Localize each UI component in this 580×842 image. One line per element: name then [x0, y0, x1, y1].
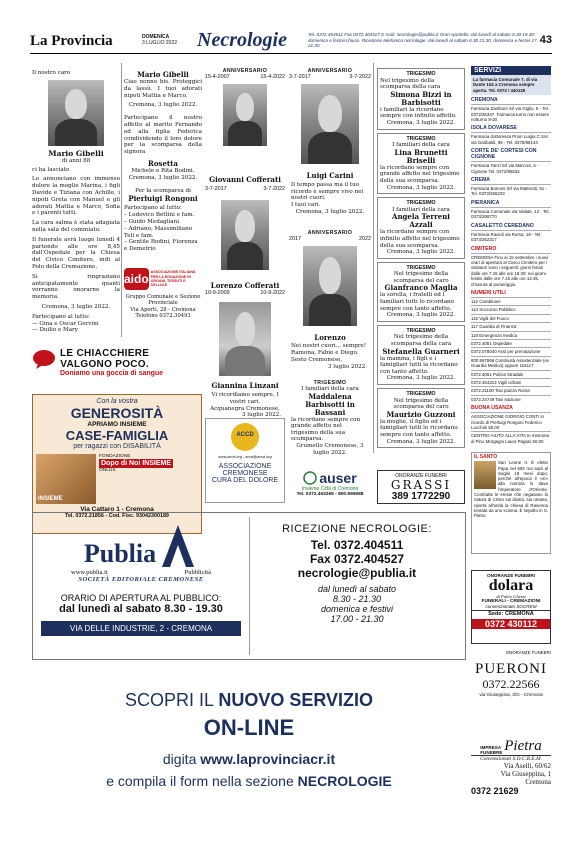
- page-header: [30, 30, 552, 54]
- notice-text: Vi ricordiamo sempre. I vostri cari.: [211, 392, 279, 405]
- useful-number: 112 Carabinieri: [471, 297, 551, 305]
- notice-text: la mamma, i figli e i famigliari tutti la ricordano con tanto affetto.: [380, 355, 458, 375]
- useful-number: 115 Vigili del Fuoco: [471, 314, 551, 322]
- auser-name: auser: [319, 470, 357, 486]
- aido-group: Gruppo Comunale e Sezione Provinciale: [125, 294, 201, 307]
- online-text: digita: [162, 751, 201, 767]
- deceased-name: Luigi Carini: [306, 171, 354, 180]
- useful-number: 113 Soccorso Pubblico: [471, 305, 551, 313]
- ad-text: FUNERALI - CREMAZIONI: [481, 599, 541, 604]
- notice-text: I familiari della cara: [392, 206, 450, 213]
- date-left: 3-7-2017: [205, 186, 227, 192]
- ad-sub: di Fabio Ghezzi: [496, 594, 526, 599]
- accd-name: CREMONESE: [222, 470, 268, 477]
- useful-number: 0372.454314 Vigili Urbani: [471, 378, 551, 386]
- saint-text: San Leone II. È eletto Papa nel 682 ma sarà al Soglio 18 mesi dopo, perché all'epoca il «sì» alla nomina lo dava l'imperatore d'Oriente. Combatte le eresie che negavano la natura di Cristo sia divina, sia umana, riporta all'unità la chiesa di Ravenna tentata da uno scisma. È sepolto in S. Pietro.: [474, 460, 548, 519]
- services-sidebar: [471, 66, 551, 445]
- ad-kicker: ONORANZE FUNEBRI: [487, 573, 535, 578]
- date-left: 10-9-2009: [205, 290, 230, 296]
- useful-number: 0372.24749 Taxi stazione: [471, 395, 551, 403]
- trigesimo-stefanella-guarneri: [377, 325, 465, 385]
- accd-ad: [205, 418, 285, 503]
- date-left: 2017: [289, 236, 301, 242]
- column-rule: [373, 63, 374, 453]
- reception-email: necrologie@publia.it: [297, 566, 417, 580]
- reception-phone: Tel. 0372.404511: [310, 538, 404, 552]
- notice-signature: Acquanegra Cremonese,: [210, 406, 280, 412]
- services-intro: La farmacia Comunale 7, di via Dante 104 a Cremona sempre aperta. Tel. 0372 / 440135: [471, 75, 551, 95]
- trigesimo-simona-bizzi: [377, 68, 465, 130]
- section-title: Necrologie: [197, 29, 287, 51]
- saint-title: IL SANTO: [474, 454, 498, 460]
- notice-date: 3 luglio 2022.: [241, 412, 281, 418]
- notice-heading: TRIGESIMO: [406, 71, 436, 77]
- notice-date: Cremona, 3 luglio 2022.: [128, 102, 198, 109]
- ad-brand: GRASSI: [390, 478, 452, 492]
- notice-text: I familiari della cara: [392, 142, 450, 149]
- useful-number: 800.567866 Continuità Assistenziale (ex Guardia Medica) oppure 116117: [471, 357, 550, 369]
- notice-heading: TRIGESIMO: [313, 380, 347, 386]
- ad-text: APRIAMO INSIEME: [87, 421, 147, 428]
- reception-hours: dal lunedì al sabato: [317, 584, 397, 594]
- accd-name: CURA DEL DOLORE: [211, 477, 279, 484]
- ad-phone: 0372 430112: [472, 619, 550, 629]
- publia-web: www.publia.it: [71, 569, 108, 576]
- ad-text: Convenzionati S.O.C.R.E.M.: [471, 755, 551, 762]
- deceased-name: Giannina Linzani: [211, 381, 279, 390]
- ad-brand: Pietra: [504, 738, 542, 754]
- notice-text: Lo annunciano con immenso dolore la moglie Marina, i figli Davide e Tiziana con Achille, i nipoti Greta con Manuel e gli adorati Mattia e Marco, Sofia e i parenti tutti.: [32, 176, 120, 217]
- notice-name: Pierluigi Rongoni: [128, 194, 198, 204]
- date-right: 10-9-2022: [260, 290, 285, 296]
- issue-day: DOMENICA: [142, 34, 170, 40]
- trigesimo-lina-brunetti: [377, 133, 465, 195]
- notice-giannina-linzani: [205, 300, 285, 416]
- ad-text: Sede: CREMONA: [472, 610, 550, 617]
- header-contacts: Tel. 0372.404511 Fax 0372.404527 E mail: necrologie@publia.it Orari sportello: dal lunedì al sabato 8.30 19.30: domenica e festivi chiuso. Ricezione telefonica necrologie: dal lunedì al sabato 8.30 21.30, domenica e festivi 17 21.30: [308, 32, 537, 49]
- services-entry: Farmacia Bonomi Srl via Matteotti, 51 - Tel. 0373/256233: [471, 184, 551, 198]
- ad-kicker: IMPRESA FUNEBRE: [480, 745, 503, 755]
- blood-donation-ad: [32, 348, 202, 384]
- mourner: — Duilio e Mary: [32, 327, 78, 334]
- ad-text: Con la vostra: [96, 398, 138, 405]
- services-entry: CREMONA Fino al 15 settembre i nuovi orari di apertura al Civico Cimitero per i visitatori sono i seguenti: giorni feriali dalle ore 7.15 alle ore 18.30; nei giorni festivi dalle ore 7.15 alle ore 12.45, chiusura al pomeriggio.: [471, 253, 551, 288]
- deceased-name: Stefanella Guarneri: [382, 346, 460, 356]
- aido-tagline: ASSOCIAZIONE ITALIANA PER LA DONAZIONE DI ORGANI, TESSUTI E CELLULE: [150, 270, 196, 288]
- deceased-name: Lorenzo: [314, 333, 346, 342]
- ad-address: Via Aselli, 60/62: [503, 762, 551, 770]
- anniversary-giovanni-cofferati: [205, 68, 285, 194]
- mourner: – Gentile Bodini, Fiorenza e Demetrio: [124, 239, 198, 253]
- date-right: 3-7-2022: [349, 74, 371, 80]
- ad-phone: 0372 21629: [471, 786, 519, 796]
- notice-text: Per la scomparsa di: [135, 187, 191, 194]
- online-highlight: NUOVO SERVIZIO: [218, 690, 374, 710]
- publia-logo: Publia: [83, 539, 157, 568]
- deceased-name: Maddalena Barbisotti in Bassani: [305, 391, 355, 417]
- online-text: e compila il form nella sezione: [106, 773, 298, 789]
- notice-heading: TRIGESIMO: [406, 135, 436, 142]
- deceased-name: Giovanni Cofferati: [209, 175, 281, 184]
- dolara-ad: [471, 570, 551, 644]
- reception-title: RICEZIONE NECROLOGIE:: [282, 523, 432, 535]
- ad-phone: Tel. 0372.21856 - Cod. Fisc. 93042300189: [65, 513, 169, 519]
- services-entry: CENTRO AIUTO ALLA VITA In memoria di Pino Morgagni Laura Pagani 50,00: [471, 431, 551, 445]
- notice-text: Nel trigesimo della scomparsa della cara: [390, 334, 452, 348]
- notice-date: Cremona, 3 luglio 2022.: [386, 312, 456, 319]
- useful-number: 0372.078040 Asst per prenotazione: [471, 347, 551, 355]
- portrait-photo: [221, 200, 269, 270]
- mourner: – Lodovico Bettini e fam.: [124, 212, 195, 219]
- auser-logo-icon: [303, 471, 317, 485]
- notice-date: Cremona, 3 luglio 2022.: [386, 119, 456, 126]
- notice-heading: TRIGESIMO: [406, 264, 436, 271]
- online-service-ad: [32, 664, 466, 818]
- notice-text: Nei nostri cuori... sempre! Ramona, Fabio e Diego.: [291, 343, 367, 356]
- deceased-name: Mario Gibelli: [48, 148, 104, 158]
- aido-ad: [124, 268, 202, 336]
- notice-text: ci ha lasciato: [32, 166, 70, 173]
- date-right: 2022: [359, 236, 371, 242]
- trigesimo-maurizio-guzzoni: [377, 388, 465, 448]
- notice-text: Il funerale avrà luogo lunedì 4 partendo alle ore 8,45 dall'Ospedale per la Chiesa del Civico Cimitero, indi al Polo della Cremazione.: [32, 236, 120, 270]
- accd-web: www.accd.org - accd@accd.org: [218, 455, 272, 459]
- grassi-ad: [377, 470, 465, 504]
- anniversary-luigi-carini: [289, 68, 371, 228]
- ad-kicker: ONORANZE FUNEBRI: [395, 473, 447, 479]
- ad-kicker: ONORANZE FUNEBRI: [505, 650, 551, 655]
- deceased-name: Maurizio Guzzoni: [386, 409, 456, 419]
- services-heading: CREMONA: [471, 97, 498, 104]
- deceased-name: Lorenzo Cofferati: [210, 281, 280, 290]
- notice-date: Cremona, 3 luglio 2022.: [386, 184, 456, 191]
- auser-ad: [289, 470, 371, 504]
- notice-intro: Il nostro caro: [32, 70, 71, 76]
- date-left: 3-7-2017: [289, 74, 311, 80]
- deceased-name: Angela Terreni Azzali: [392, 212, 450, 230]
- date-right: 3-7-2022: [263, 186, 285, 192]
- auser-phone: Tel. 0372.463265 - 800.995988: [296, 492, 364, 497]
- accd-logo-text: ACCD: [236, 432, 254, 438]
- notice-text: La cara salma è stata adagiata nella sala del commiato.: [32, 220, 120, 233]
- ad-headline: CASE-FAMIGLIA: [65, 428, 169, 443]
- date-left: 15-4-2007: [205, 74, 230, 80]
- ad-text: per ragazzi con DISABILITÀ: [73, 443, 161, 450]
- notice-text: Partecipano al lutto:: [124, 205, 182, 212]
- ad-phone: 389 1772290: [391, 491, 451, 502]
- ad-brand: PUERONI: [474, 661, 547, 677]
- notice-date: Cremona, 3 luglio 2022.: [386, 375, 456, 382]
- notice-text: Si ringraziano anticipatamente quanti vorranno onorarne la memoria.: [32, 273, 120, 301]
- accd-logo: [231, 423, 259, 451]
- ad-headline: VALGONO POCO.: [60, 359, 149, 370]
- speech-bubble-icon: [32, 349, 56, 369]
- notice-text: Nel trigesimo della scomparsa del caro: [393, 271, 449, 284]
- online-text: SCOPRI IL: [124, 690, 219, 710]
- notice-text: I familiari della cara: [301, 386, 359, 392]
- publia-address: VIA DELLE INDUSTRIE, 2 - CREMONA: [41, 621, 241, 636]
- services-heading: CREMA: [471, 177, 491, 184]
- services-entry: Farmacia Tanzi Srl via Marconi, 5 - Cignone Tel. 0372/95532: [471, 161, 551, 175]
- services-heading: NUMERI UTILI: [471, 289, 506, 296]
- services-entry: Farmacia Comunale via Vailate, 13 - Tel. 0373/288770: [471, 208, 550, 220]
- accd-name: ASSOCIAZIONE: [218, 463, 272, 470]
- aido-logo: aido: [124, 268, 149, 290]
- notice-text: i familiari la ricordano sempre con infinito affetto.: [380, 106, 457, 120]
- portrait-photo: [301, 84, 359, 164]
- notice-text: la moglie, il figlio ed i famigliari tutti lo ricordano sempre con tanto affetto.: [380, 418, 458, 438]
- services-heading: CASALETTO CEREDANO: [471, 222, 534, 229]
- online-headline: ON-LINE: [203, 715, 295, 740]
- services-heading: PIERANICA: [471, 199, 500, 206]
- mourner: — Gina e Oscar Gervini: [32, 320, 99, 327]
- notice-heading: TRIGESIMO: [406, 327, 436, 334]
- pietra-ad: [471, 738, 551, 806]
- notice-date: Cremona, 3 luglio 2022.: [128, 174, 198, 181]
- useful-number: 0372.4051 Polizia Stradale: [471, 370, 551, 378]
- useful-number: 0372.21100 Taxi piazza Roma: [471, 386, 551, 394]
- services-entry: ASSOCIAZIONE GIORGIO CONTI in ricordo di Pierluigi Rongoni Federico Lucchini 50,00: [471, 412, 551, 431]
- page-number: 43: [539, 34, 552, 46]
- publia-arrow-icon: [158, 523, 198, 569]
- anniversary-lorenzo-cofferati: [205, 196, 285, 298]
- trigesimo-angela-terreni: [377, 197, 465, 259]
- ad-brand: dolara: [488, 577, 534, 594]
- notice-date: Cremona, 3 luglio 2022.: [295, 209, 365, 215]
- services-heading: BUONA USANZA: [471, 405, 513, 412]
- portrait-photo: [48, 80, 104, 146]
- trigesimi-column: [377, 68, 465, 448]
- notice-text: la ricordano sempre con grande affetto nel trigesimo della sua scomparsa.: [380, 164, 460, 184]
- portrait-photo: [303, 246, 357, 326]
- notice-date: Cremona, 3 luglio 2022.: [386, 249, 456, 256]
- useful-number: 0372.4051 Ospedale: [471, 339, 551, 347]
- notice-text: la ricordano sempre con grande affetto nel trigesimo della sua scomparsa.: [291, 416, 361, 443]
- deceased-name: Gianfranco Maglia: [384, 283, 458, 293]
- useful-numbers-list: [471, 297, 551, 403]
- notice-text: Ciao nonno bis. Proteggici da lassù. I tuoi adorati nipoti Mattia e Marco.: [124, 79, 202, 99]
- services-entry: Farmacia Zamboni Srl via Giglio, 5 - Tel. 0372/25347. Farmacia turno non essere notturno 8-20: [471, 106, 550, 123]
- foundation-name: Dopo di Noi INSIEME: [101, 460, 171, 467]
- services-heading: CIMITERO: [471, 245, 497, 252]
- publia-tag: Pubblicità: [184, 569, 211, 576]
- notice-name: Mario Gibelli: [137, 70, 189, 79]
- online-url: www.laprovinciacr.it: [200, 751, 336, 767]
- notice-heading: TRIGESIMO: [406, 200, 436, 207]
- deceased-age: di anni 88: [61, 157, 91, 164]
- notice-text: Il tempo passa ma il tuo ricordo è sempre vivo nei nostri cuori.: [291, 182, 364, 202]
- aido-address: Via Aporti, 28 - Cremona: [130, 306, 196, 313]
- saint-portrait: [474, 461, 496, 489]
- deceased-name: Simona Bizzi in Barbisotti: [390, 89, 452, 107]
- portrait-photo: [223, 84, 267, 146]
- notice-heading: ANNIVERSARIO: [222, 68, 268, 74]
- notice-text: Partecipano al lutto:: [32, 313, 90, 320]
- family-photo: [36, 454, 96, 504]
- date-right: 15-4-2022: [260, 74, 285, 80]
- reception-fax: Fax 0372.404527: [309, 552, 405, 566]
- ad-headline: LE CHIACCHIERE: [60, 348, 150, 359]
- services-heading: ISOLA DOVARESE: [471, 125, 517, 132]
- notice-text: Nel trigesimo della scomparsa del caro: [393, 397, 449, 411]
- notice-name: Rosetta: [148, 158, 178, 168]
- deceased-name: Lina Brunetti Briselli: [394, 147, 448, 165]
- ad-tagline: Doniamo una goccia di sangue: [60, 370, 164, 377]
- notice-heading: ANNIVERSARIO: [307, 68, 353, 74]
- notice-heading: TRIGESIMO: [406, 391, 436, 397]
- services-heading: CORTE DE' CORTESI CON CIGNONE: [471, 148, 537, 161]
- notice-signature: Sesto Cremonese,: [291, 357, 343, 363]
- notice-column-2: [124, 70, 202, 253]
- notice-gibelli-main: [32, 70, 120, 334]
- useful-number: 118 Emergenza medica: [471, 331, 551, 339]
- notice-text: la ricordano sempre con infinito affetto nel trigesimo della sua scomparsa.: [380, 229, 460, 249]
- trigesimo-maddalena-barbisotti: [289, 380, 371, 456]
- masthead: La Provincia: [30, 33, 113, 49]
- ad-address: via Giuseppina, 3/G - Cremona: [479, 692, 543, 697]
- aido-phone: Telefono 0372.30493: [135, 313, 191, 320]
- hours-value: dal lunedì al sabato 8.30 - 19.30: [59, 603, 223, 615]
- ad-address: Cremona: [525, 778, 551, 786]
- services-entry: Farmacia Ravioli via Roma, 18 - Tel. 0373/262317: [471, 230, 551, 244]
- notice-date: Cremona, 3 luglio 2022.: [41, 303, 111, 310]
- hours-title: ORARIO DI APERTURA AL PUBBLICO:: [60, 593, 222, 603]
- services-title: SERVIZI: [471, 66, 551, 75]
- pueroni-ad: [471, 650, 551, 706]
- ad-text: convenzionato SOCREM: [485, 604, 537, 609]
- reception-hours: 8.30 - 21.30: [332, 594, 382, 604]
- insieme-badge: INSIEME: [38, 496, 63, 502]
- notice-date: 3 luglio 2022.: [327, 364, 367, 370]
- notice-text: Nel trigesimo della scomparsa della cara: [380, 77, 441, 91]
- trigesimo-gianfranco-maglia: [377, 262, 465, 322]
- foundation-label: FONDAZIONE: [99, 454, 131, 459]
- online-section: NECROLOGIE: [297, 773, 392, 789]
- notice-date: Grumello Cremonese, 3 luglio 2022.: [296, 442, 364, 456]
- issue-date-text: 3 LUGLIO 2022: [142, 40, 178, 46]
- issue-date: [142, 34, 177, 46]
- publia-company: SOCIETÀ EDITORIALE CREMONESE: [78, 576, 204, 583]
- notice-date: Cremona, 3 luglio 2022.: [386, 438, 456, 445]
- mourner: – Adriano, Massimiliano Teli e fam.: [124, 225, 193, 239]
- column-rule: [121, 63, 122, 337]
- notice-text: Partecipano il nostro affetto al marito Fernando ed alla figlia Federica condividendo il loro dolore per la scomparsa della signora: [124, 115, 202, 156]
- portrait-photo: [219, 302, 271, 376]
- mourner: – Guido Medagliani: [124, 218, 180, 225]
- ad-headline: GENEROSITÀ: [70, 405, 164, 421]
- notice-signature: Michele e Rita Bodini.: [131, 167, 195, 174]
- anniversary-lorenzo: [289, 230, 371, 372]
- reception-hours: domenica e festivi: [320, 604, 394, 614]
- foundation-onlus: ONLUS: [99, 468, 116, 473]
- ad-address: Via Giuseppina, 1: [500, 770, 551, 778]
- ad-address: Via Cattaro 1 - Cremona: [80, 506, 154, 513]
- publia-ad: [32, 512, 466, 660]
- notice-text: la sorella, i fratelli ed i familiari tutti lo ricordano sempre con tanto affetto.: [380, 292, 455, 312]
- notice-signature: I tuoi cari.: [291, 202, 321, 208]
- useful-number: 117 Guardia di Finanza: [471, 322, 551, 330]
- saint-of-day: [471, 452, 551, 554]
- services-entry: Farmacia dottoressa Priori Luigia C.Snc via Garibaldi, 95 - Tel. 0375/98144: [471, 132, 551, 146]
- auser-sub: Insieme Città di Cremona: [301, 486, 359, 492]
- reception-hours: 17.00 - 21.30: [330, 614, 384, 624]
- notice-heading: ANNIVERSARIO: [307, 230, 353, 236]
- ad-phone: 0372.22566: [482, 677, 540, 691]
